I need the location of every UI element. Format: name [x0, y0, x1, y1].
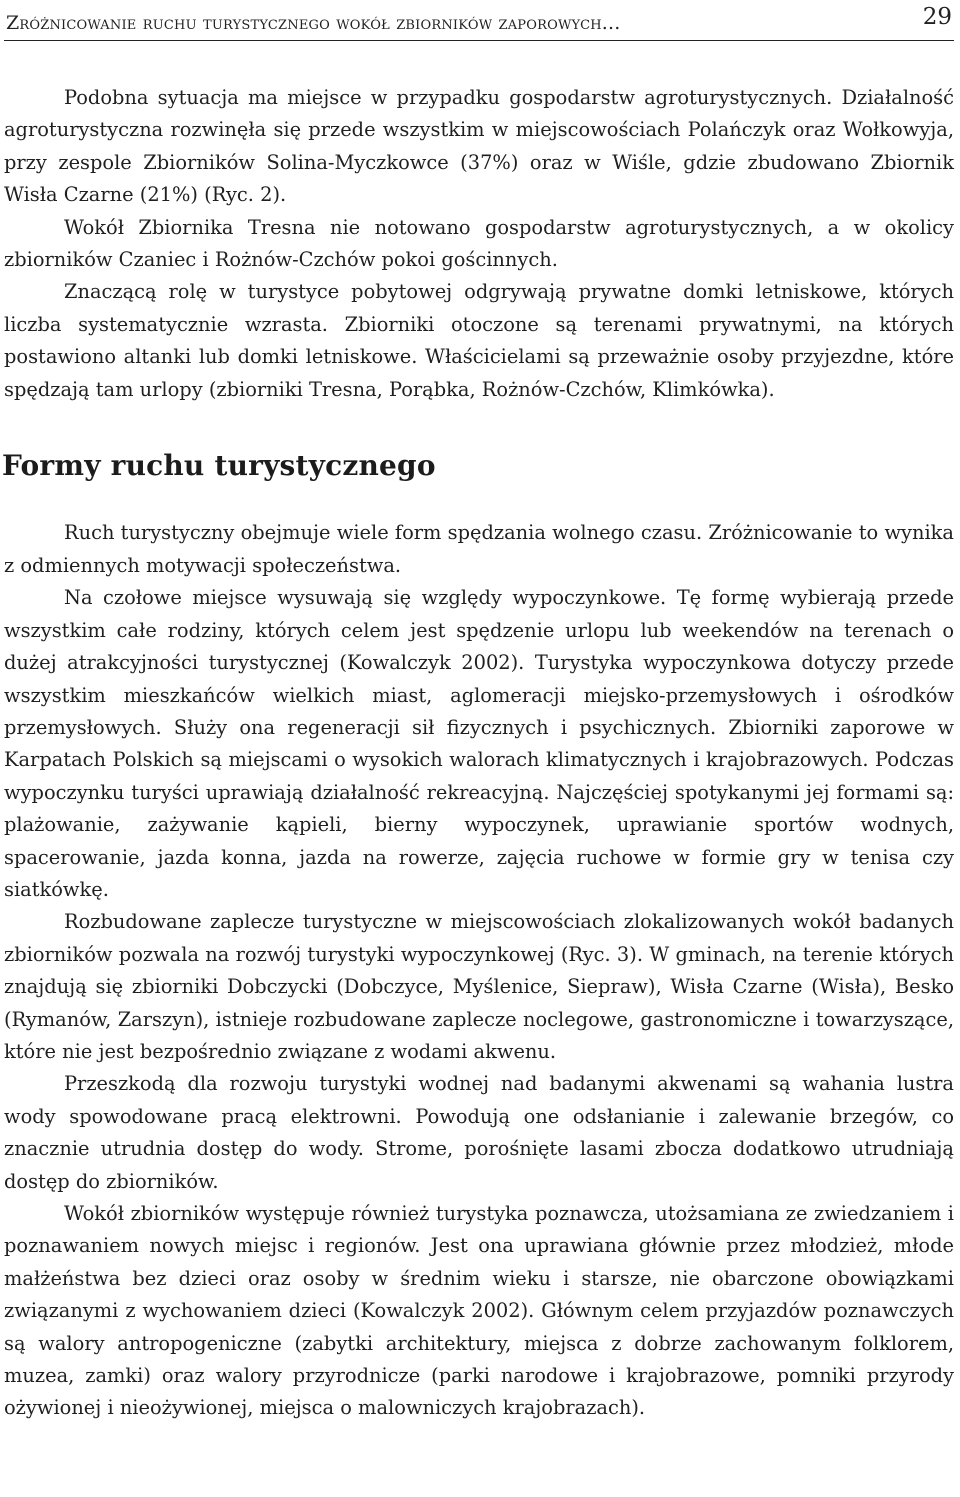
section-heading: Formy ruchu turystycznego — [2, 449, 436, 483]
paragraph: Na czołowe miejsce wysuwają się względy wypoczynkowe. Tę formę wybierają przede wszystkim całe rodziny, których celem jest spędzenie urlopu lub weekendów na terenach o dużej atrakcyjności turystycznej (Kowalczyk 2002). Turystyka wypoczynkowa dotyczy przede wszystkim mieszkańców wielkich miast, aglomeracji miejsko-przemysłowych i ośrodków przemysłowych. Służy ona regeneracji sił fizycznych i psychicznych. Zbiorniki zaporowe w Karpatach Polskich są miejscami o wysokich walorach klimatycznych i krajobrazowych. Podczas wypoczynku turyści uprawiają działalność rekreacyjną. Najczęściej spotykanymi jej formami są: plażowanie, zażywanie kąpieli, bierny wypoczynek, uprawianie sportów wodnych, spacerowanie, jazda konna, jazda na rowerze, zajęcia ruchowe w formie gry w tenisa czy siatkówkę. — [4, 586, 954, 901]
document-page — [4, 0, 954, 1425]
running-header — [4, 0, 954, 41]
body-text — [4, 82, 954, 1425]
running-title: Zróżnicowanie ruchu turystycznego wokół zbiorników zaporowych... — [6, 12, 621, 34]
page-number: 29 — [922, 4, 952, 30]
paragraph: Podobna sytuacja ma miejsce w przypadku gospodarstw agroturystycznych. Działalność agroturystyczna rozwinęła się przede wszystkim w miejscowościach Polańczyk oraz Wołkowyja, przy zespole Zbiorników Solina-Myczkowce (37%) oraz w Wiśle, gdzie zbudowano Zbiornik Wisła Czarne (21%) (Ryc. 2). — [4, 86, 954, 207]
paragraph: Ruch turystyczny obejmuje wiele form spędzania wolnego czasu. Zróżnicowanie to wynika z odmiennych motywacji społeczeństwa. — [4, 521, 954, 577]
paragraph: Rozbudowane zaplecze turystyczne w miejscowościach zlokalizowanych wokół badanych zbiorników pozwala na rozwój turystyki wypoczynkowej (Ryc. 3). W gminach, na terenie których znajdują się zbiorniki Dobczycki (Dobczyce, Myślenice, Siepraw), Wisła Czarne (Wisła), Besko (Rymanów, Zarszyn), istnieje rozbudowane zaplecze noclegowe, gastronomiczne i towarzyszące, które nie jest bezpośrednio związane z wodami akwenu. — [4, 910, 954, 1063]
paragraph: Wokół zbiorników występuje również turystyka poznawcza, utożsamiana ze zwiedzaniem i poznawaniem nowych miejsc i regionów. Jest ona uprawiana głównie przez młodzież, młode małżeństwa bez dzieci oraz osoby w średnim wieku i starsze, nie obarczone obowiązkami związanymi z wychowaniem dzieci (Kowalczyk 2002). Głównym celem przyjazdów poznawczych są walory antropogeniczne (zabytki architektury, miejsca z dobrze zachowanym folklorem, muzea, zamki) oraz walory przyrodnicze (parki narodowe i krajobrazowe, pomniki przyrody ożywionej i nieożywionej, miejsca o malowniczych krajobrazach). — [4, 1202, 954, 1420]
paragraph: Wokół Zbiornika Tresna nie notowano gospodarstw agroturystycznych, a w okolicy zbiorników Czaniec i Rożnów-Czchów pokoi gościnnych. — [4, 215, 954, 272]
paragraph: Znaczącą rolę w turystyce pobytowej odgrywają prywatne domki letniskowe, których liczba systematycznie wzrasta. Zbiorniki otoczone są terenami prywatnymi, na których postawiono altanki lub domki letniskowe. Właścicielami są przeważnie osoby przyjezdne, które spędzają tam urlopy (zbiorniki Tresna, Porąbka, Rożnów-Czchów, Klimkówka). — [4, 280, 954, 401]
paragraph: Przeszkodą dla rozwoju turystyki wodnej nad badanymi akwenami są wahania lustra wody spowodowane pracą elektrowni. Powodują one odsłanianie i zalewanie brzegów, co znacznie utrudnia dostęp do wody. Strome, porośnięte lasami zbocza dodatkowo utrudniają dostęp do zbiorników. — [4, 1072, 954, 1193]
